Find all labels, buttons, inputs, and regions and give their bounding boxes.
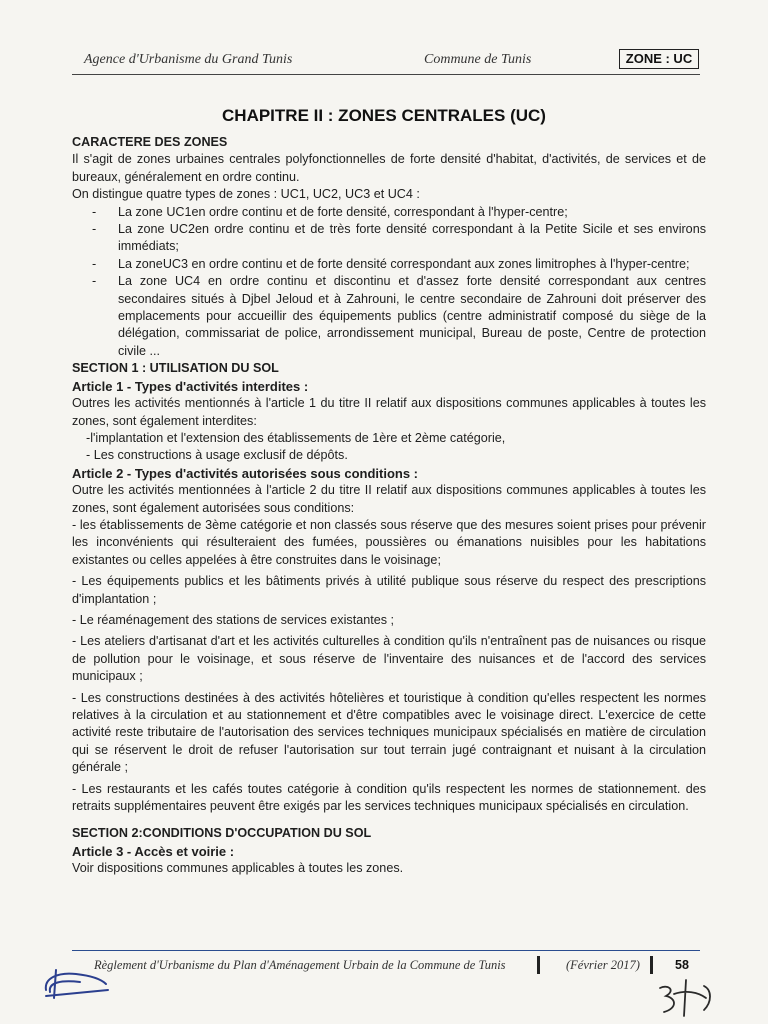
article2-item: - Les restaurants et les cafés toutes catégorie à condition qu'ils respectent les normes de stationnement. des retraits supplémentaires peuvent être exigés par les services techniques municipaux spécialisés en circulation. — [72, 781, 706, 814]
header-agency: Agence d'Urbanisme du Grand Tunis — [84, 52, 293, 67]
dash-marker: - — [92, 256, 97, 271]
footer-separator — [650, 956, 653, 974]
article2-item: - les établissements de 3ème catégorie et non classés sous réserve que des mesures soient prises pour prévenir les inconvénients qui résulteraient des fumées, poussières ou émanations nuisibles pour les habitations existantes ou celles appelées à être construites dans le voisinage; — [72, 517, 706, 567]
article2-title: Article 2 - Types d'activités autorisées sous conditions : — [72, 465, 419, 481]
section2-heading: SECTION 2:CONDITIONS D'OCCUPATION DU SOL — [72, 826, 372, 841]
caractere-distingue: On distingue quatre types de zones : UC1, UC2, UC3 et UC4 : — [72, 187, 420, 202]
header-divider — [72, 74, 700, 75]
footer-title: Règlement d'Urbanisme du Plan d'Aménagement Urbain de la Commune de Tunis — [94, 958, 506, 972]
list-item — [72, 273, 706, 360]
document-body — [72, 134, 706, 878]
list-item — [72, 221, 706, 256]
caractere-intro: Il s'agit de zones urbaines centrales polyfonctionnelles de forte densité d'habitat, d'activités, de services et de bureaux, généralement en ordre continu. — [72, 152, 706, 184]
list-item-text: La zoneUC3 en ordre continu et de forte densité correspondant aux zones limitrophes à l'hyper-centre; — [118, 256, 690, 271]
list-item-text: La zone UC1en ordre continu et de forte densité, correspondant à l'hyper-centre; — [118, 204, 568, 219]
footer-divider — [72, 950, 700, 951]
caractere-heading: CARACTERE DES ZONES — [72, 135, 228, 149]
article2-item: - Le réaménagement des stations de services existantes ; — [72, 612, 395, 627]
signature-icon — [646, 976, 746, 1020]
article2-item: - Les ateliers d'artisanat d'art et les activités culturelles à condition qu'ils n'entraînent pas de nuisances ou risque de pollution pour le voisinage, et sous réserve de l'inventaire des nuisances et de l'accord des services municipaux ; — [72, 634, 706, 684]
chapter-title: CHAPITRE II : ZONES CENTRALES (UC) — [222, 106, 546, 125]
article2-item: - Les équipements publics et les bâtiments privés à utilité publique sous réserve du respect des prescriptions d'implantation ; — [72, 574, 706, 606]
article2-intro: Outre les activités mentionnées à l'article 2 du titre II relatif aux dispositions communes applicables à toutes les zones, sont également autorisées sous conditions: — [72, 483, 706, 515]
zone-badge: ZONE : UC — [619, 49, 699, 69]
list-item-text: La zone UC4 en ordre continu et discontinu et d'assez forte densité correspondant aux centres secondaires situés à Djbel Jeloud et à Zahrouni, le centre secondaire de Zahrouni doit préserver des emplacements pour accueillir des équipements publics (centre administratif composé du siège de la délégation, commissariat de police, arrondissement municipal, Bureau de poste, Centre de protection civile ... — [118, 274, 706, 358]
list-item — [72, 256, 706, 273]
article3-text: Voir dispositions communes applicables à toutes les zones. — [72, 861, 404, 876]
article1-intro: Outres les activités mentionnés à l'article 1 du titre II relatif aux dispositions communes applicables à toutes les zones, sont également interdites: — [72, 396, 706, 428]
footer-date: (Février 2017) — [566, 958, 640, 972]
article1-title: Article 1 - Types d'activités interdites : — [72, 378, 309, 394]
stamp-scribble-icon — [36, 960, 116, 1004]
list-item-text: La zone UC2en ordre continu et de très forte densité correspondant à la Petite Sicile et ses environs immédiats; — [118, 222, 706, 254]
article1-item: -l'implantation et l'extension des établissements de 1ère et 2ème catégorie, — [86, 430, 506, 445]
article3-title: Article 3 - Accès et voirie : — [72, 843, 235, 859]
dash-marker: - — [92, 274, 97, 289]
list-item — [72, 204, 706, 221]
header-commune: Commune de Tunis — [424, 52, 532, 67]
section1-heading: SECTION 1 : UTILISATION DU SOL — [72, 361, 279, 376]
dash-marker: - — [92, 204, 97, 219]
page-number: 58 — [675, 958, 689, 972]
footer-separator — [537, 956, 540, 974]
zone-types-list — [72, 204, 706, 361]
article1-item: - Les constructions à usage exclusif de dépôts. — [86, 448, 348, 463]
article2-item: - Les constructions destinées à des activités hôtelières et touristique à condition qu'elles respectent les normes relatives à la circulation et au stationnement et d'être compatibles avec le voisinage direct. L'exercice de cette activité reste tributaire de l'autorisation des services techniques municipaux spécialisés en matière de circulation qui se réservent le droit de refuser l'autorisation sur tout terrain jugé contraignant et nuisant à la circulation générale ; — [72, 690, 706, 775]
dash-marker: - — [92, 222, 97, 237]
